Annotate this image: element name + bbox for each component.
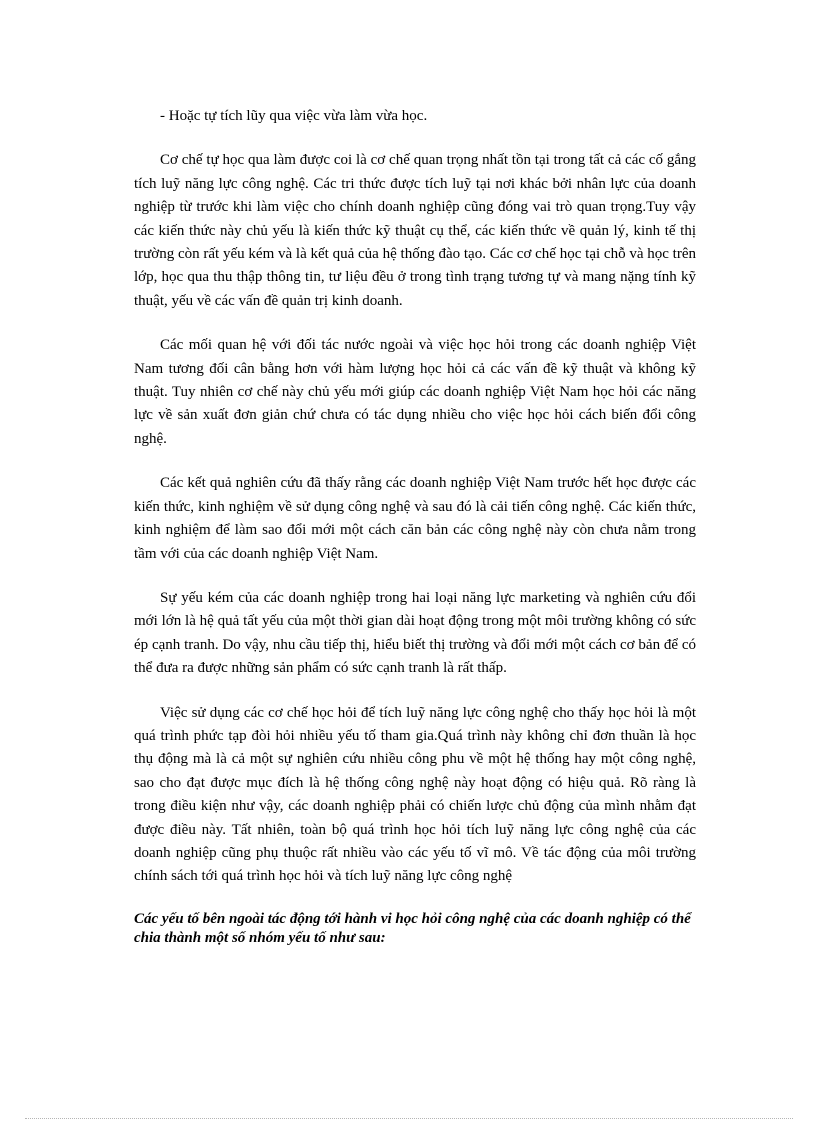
paragraph-foreign-partners: Các mối quan hệ với đối tác nước ngoài và việc học hỏi trong các doanh nghiệp Việt Nam tương đối cân bằng hơn với hàm lượng học hỏi cả các vấn đề kỹ thuật và không kỹ thuật. Tuy nhiên cơ chế này chủ yếu mới giúp các doanh nghiệp Việt Nam học hỏi các năng lực về sản xuất đơn giản chứ chưa có tác dụng nhiều cho việc học hỏi cách biến đổi công nghệ. xyxy=(134,337,696,447)
document-body xyxy=(134,105,696,948)
paragraph-marketing-weakness: Sự yếu kém của các doanh nghiệp trong hai loại năng lực marketing và nghiên cứu đổi mới lớn là hệ quả tất yếu của một thời gian dài hoạt động trong một môi trường không có sức ép cạnh tranh. Do vậy, nhu cầu tiếp thị, hiểu biết thị trường và đổi mới một cách cơ bản để có thể đưa ra được những sản phẩm có sức cạnh tranh là rất thấp. xyxy=(134,589,696,677)
section-heading: Các yếu tố bên ngoài tác động tới hành vi học hỏi công nghệ của các doanh nghiệp có thể chia thành một số nhóm yếu tố như sau: xyxy=(134,910,691,946)
paragraph-self-learning-note: - Hoặc tự tích lũy qua việc vừa làm vừa học. xyxy=(160,108,428,124)
paragraph-learning-mechanisms: Việc sử dụng các cơ chế học hỏi để tích luỹ năng lực công nghệ cho thấy học hỏi là một quá trình phức tạp đòi hỏi nhiều yếu tố tham gia.Quá trình này không chỉ đơn thuần là học thụ động mà là cả một sự nghiên cứu nhiều công phu về một hệ thống hay một công nghệ, sao cho đạt được mục đích là hệ thống công nghệ này hoạt động có hiệu quả. Rõ ràng là trong điều kiện như vậy, các doanh nghiệp phải có chiến lược chủ động của mình nhằm đạt được điều này. Tất nhiên, toàn bộ quá trình học hỏi tích luỹ năng lực công nghệ của các doanh nghiệp cũng phụ thuộc rất nhiều vào các yếu tố vĩ mô. Về tác động của môi trường chính sách tới quá trình học hỏi và tích luỹ năng lực công nghệ xyxy=(134,704,696,885)
paragraph-research-results: Các kết quả nghiên cứu đã thấy rằng các doanh nghiệp Việt Nam trước hết học được các kiến thức, kinh nghiệm về sử dụng công nghệ và sau đó là cải tiến công nghệ. Các kiến thức, kinh nghiệm để làm sao đổi mới một cách căn bản các công nghệ này còn chưa nằm trong tầm với của các doanh nghiệp Việt Nam. xyxy=(134,475,696,562)
paragraph-learning-by-doing: Cơ chế tự học qua làm được coi là cơ chế quan trọng nhất tồn tại trong tất cả các cố gắng tích luỹ năng lực công nghệ. Các tri thức được tích luỹ tại nơi khác bởi nhân lực của doanh nghiệp từ trước khi làm việc cho chính doanh nghiệp cũng đóng vai trò quan trọng.Tuy vậy các kiến thức này chủ yếu là kiến thức kỹ thuật cụ thể, các kiến thức về quản lý, kinh tế thị trường còn rất yếu kém và là kết quả của hệ thống đào tạo. Các cơ chế học tại chỗ và học trên lớp, học qua thu thập thông tin, tư liệu đều ở trong tình trạng tương tự và mang nặng tính kỹ thuật, yếu về các vấn đề quản trị kinh doanh. xyxy=(134,152,696,309)
page-bottom-dotted-divider xyxy=(25,1118,793,1119)
